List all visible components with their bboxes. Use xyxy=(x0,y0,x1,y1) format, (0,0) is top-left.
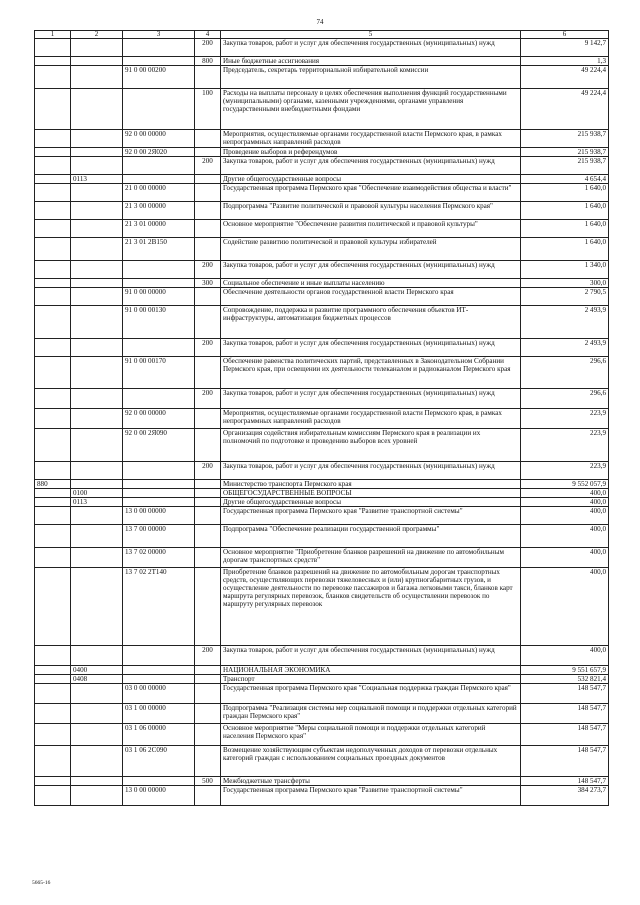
target-article-cell: 13 7 02 00000 xyxy=(123,548,195,568)
description-cell: Транспорт xyxy=(221,675,521,684)
ministry-code-cell xyxy=(35,409,71,429)
section-code-cell xyxy=(71,339,123,357)
ministry-code-cell xyxy=(35,389,71,409)
amount-cell: 296,6 xyxy=(521,357,609,389)
ministry-code-cell xyxy=(35,39,71,57)
amount-cell: 49 224,4 xyxy=(521,89,609,130)
table-row xyxy=(35,684,609,704)
expense-type-cell xyxy=(195,507,221,525)
amount-cell: 215 938,7 xyxy=(521,130,609,148)
section-code-cell xyxy=(71,409,123,429)
description-cell: Сопровождение, поддержка и развитие программного обеспечения объектов ИТ-инфраструктуры, автоматизация бюджетных процессов xyxy=(221,306,521,339)
amount-cell: 400,0 xyxy=(521,568,609,646)
section-code-cell xyxy=(71,202,123,220)
expense-type-cell xyxy=(195,666,221,675)
amount-cell: 1 640,0 xyxy=(521,220,609,238)
expense-type-cell xyxy=(195,148,221,157)
expense-type-cell xyxy=(195,525,221,548)
target-article-cell: 13 0 00 00000 xyxy=(123,786,195,806)
amount-cell: 215 938,7 xyxy=(521,157,609,175)
expense-type-cell xyxy=(195,238,221,261)
target-article-cell: 03 1 00 00000 xyxy=(123,704,195,724)
table-row xyxy=(35,409,609,429)
section-code-cell: 0408 xyxy=(71,675,123,684)
ministry-code-cell: 880 xyxy=(35,480,71,489)
column-header: 3 xyxy=(123,31,195,39)
section-code-cell xyxy=(71,220,123,238)
description-cell: Проведение выборов и референдумов xyxy=(221,148,521,157)
amount-cell: 148 547,7 xyxy=(521,724,609,746)
column-header: 4 xyxy=(195,31,221,39)
description-cell: Закупка товаров, работ и услуг для обеспечения государственных (муниципальных) нужд xyxy=(221,389,521,409)
target-article-cell: 91 0 00 00170 xyxy=(123,357,195,389)
section-code-cell xyxy=(71,261,123,279)
section-code-cell xyxy=(71,704,123,724)
table-row xyxy=(35,57,609,66)
section-code-cell xyxy=(71,507,123,525)
target-article-cell: 03 1 06 00000 xyxy=(123,724,195,746)
description-cell: Закупка товаров, работ и услуг для обеспечения государственных (муниципальных) нужд xyxy=(221,261,521,279)
amount-cell: 215 938,7 xyxy=(521,148,609,157)
expense-type-cell xyxy=(195,130,221,148)
ministry-code-cell xyxy=(35,202,71,220)
section-code-cell xyxy=(71,462,123,480)
table-row xyxy=(35,666,609,675)
description-cell: Возмещение хозяйствующим субъектам недополученных доходов от перевозки отдельных категорий граждан с использованием социальных проездных документов xyxy=(221,746,521,777)
table-row xyxy=(35,306,609,339)
target-article-cell: 13 0 00 00000 xyxy=(123,507,195,525)
column-header: 6 xyxy=(521,31,609,39)
description-cell: Другие общегосударственные вопросы xyxy=(221,498,521,507)
ministry-code-cell xyxy=(35,57,71,66)
ministry-code-cell xyxy=(35,786,71,806)
amount-cell: 400,0 xyxy=(521,498,609,507)
ministry-code-cell xyxy=(35,238,71,261)
table-row xyxy=(35,148,609,157)
ministry-code-cell xyxy=(35,489,71,498)
section-code-cell xyxy=(71,279,123,288)
description-cell: Иные бюджетные ассигнования xyxy=(221,57,521,66)
table-row xyxy=(35,507,609,525)
description-cell: Обеспечение равенства политических партий, представленных в Законодательном Собрании Пермского края, при освещении их деятельности телеканалом и радиоканалом Пермского края xyxy=(221,357,521,389)
description-cell: Государственная программа Пермского края "Развитие транспортной системы" xyxy=(221,786,521,806)
section-code-cell xyxy=(71,480,123,489)
ministry-code-cell xyxy=(35,548,71,568)
ministry-code-cell xyxy=(35,704,71,724)
expense-type-cell xyxy=(195,409,221,429)
ministry-code-cell xyxy=(35,89,71,130)
amount-cell: 384 273,7 xyxy=(521,786,609,806)
expense-type-cell xyxy=(195,746,221,777)
table-row xyxy=(35,480,609,489)
expense-type-cell: 100 xyxy=(195,89,221,130)
amount-cell: 400,0 xyxy=(521,548,609,568)
description-cell: Подпрограмма "Обеспечение реализации государственной программы" xyxy=(221,525,521,548)
description-cell: Председатель, секретарь территориальной избирательной комиссии xyxy=(221,66,521,89)
amount-cell: 148 547,7 xyxy=(521,704,609,724)
table-row xyxy=(35,646,609,666)
amount-cell: 1 640,0 xyxy=(521,238,609,261)
target-article-cell: 92 0 00 2Я020 xyxy=(123,148,195,157)
amount-cell: 400,0 xyxy=(521,507,609,525)
amount-cell: 532 821,4 xyxy=(521,675,609,684)
ministry-code-cell xyxy=(35,666,71,675)
amount-cell: 300,0 xyxy=(521,279,609,288)
expense-type-cell xyxy=(195,480,221,489)
section-code-cell xyxy=(71,184,123,202)
expense-type-cell: 800 xyxy=(195,57,221,66)
ministry-code-cell xyxy=(35,157,71,175)
ministry-code-cell xyxy=(35,498,71,507)
description-cell: Содействие развитию политической и правовой культуры избирателей xyxy=(221,238,521,261)
description-cell: Государственная программа Пермского края "Социальная поддержка граждан Пермского края" xyxy=(221,684,521,704)
expense-type-cell xyxy=(195,184,221,202)
target-article-cell xyxy=(123,89,195,130)
section-code-cell xyxy=(71,548,123,568)
table-row xyxy=(35,202,609,220)
description-cell: Подпрограмма "Реализация системы мер социальной помощи и поддержки отдельных категорий граждан Пермского края" xyxy=(221,704,521,724)
table-row xyxy=(35,184,609,202)
section-code-cell xyxy=(71,429,123,462)
table-row xyxy=(35,238,609,261)
table-row xyxy=(35,288,609,306)
ministry-code-cell xyxy=(35,568,71,646)
expense-type-cell: 300 xyxy=(195,279,221,288)
amount-cell: 400,0 xyxy=(521,525,609,548)
amount-cell: 223,9 xyxy=(521,429,609,462)
target-article-cell: 13 7 00 00000 xyxy=(123,525,195,548)
ministry-code-cell xyxy=(35,306,71,339)
target-article-cell xyxy=(123,57,195,66)
target-article-cell: 03 0 00 00000 xyxy=(123,684,195,704)
amount-cell: 1 640,0 xyxy=(521,184,609,202)
description-cell: Государственная программа Пермского края "Развитие транспортной системы" xyxy=(221,507,521,525)
description-cell: Основное мероприятие "Обеспечение развития политической и правовой культуры" xyxy=(221,220,521,238)
footer-code: 5665-16 xyxy=(32,880,51,886)
description-cell: Организация содействия избирательным комиссиям Пермского края в реализации их полномочий по подготовке и проведению выборов всех уровней xyxy=(221,429,521,462)
description-cell: Мероприятия, осуществляемые органами государственной власти Пермского края, в рамках непрограммных направлений расходов xyxy=(221,409,521,429)
table-row xyxy=(35,389,609,409)
expense-type-cell: 200 xyxy=(195,389,221,409)
table-row xyxy=(35,548,609,568)
ministry-code-cell xyxy=(35,684,71,704)
expense-type-cell xyxy=(195,220,221,238)
expense-type-cell xyxy=(195,288,221,306)
target-article-cell xyxy=(123,675,195,684)
description-cell: Мероприятия, осуществляемые органами государственной власти Пермского края, в рамках непрограммных направлений расходов xyxy=(221,130,521,148)
amount-cell: 148 547,7 xyxy=(521,684,609,704)
table-row xyxy=(35,704,609,724)
table-row xyxy=(35,279,609,288)
ministry-code-cell xyxy=(35,507,71,525)
table-row xyxy=(35,568,609,646)
section-code-cell xyxy=(71,130,123,148)
table-row xyxy=(35,339,609,357)
expense-type-cell xyxy=(195,66,221,89)
section-code-cell xyxy=(71,357,123,389)
ministry-code-cell xyxy=(35,357,71,389)
target-article-cell xyxy=(123,279,195,288)
ministry-code-cell xyxy=(35,175,71,184)
description-cell: Закупка товаров, работ и услуг для обеспечения государственных (муниципальных) нужд xyxy=(221,646,521,666)
table-row xyxy=(35,746,609,777)
description-cell: Другие общегосударственные вопросы xyxy=(221,175,521,184)
target-article-cell: 21 3 01 2В150 xyxy=(123,238,195,261)
target-article-cell: 21 3 00 00000 xyxy=(123,202,195,220)
expense-type-cell: 200 xyxy=(195,261,221,279)
target-article-cell xyxy=(123,646,195,666)
expense-type-cell xyxy=(195,357,221,389)
description-cell: Закупка товаров, работ и услуг для обеспечения государственных (муниципальных) нужд xyxy=(221,339,521,357)
amount-cell: 148 547,7 xyxy=(521,746,609,777)
table-row xyxy=(35,498,609,507)
table-row xyxy=(35,357,609,389)
amount-cell: 148 547,7 xyxy=(521,777,609,786)
target-article-cell xyxy=(123,339,195,357)
amount-cell: 2 493,9 xyxy=(521,339,609,357)
table-row xyxy=(35,130,609,148)
amount-cell: 400,0 xyxy=(521,646,609,666)
target-article-cell: 92 0 00 00000 xyxy=(123,130,195,148)
table-row xyxy=(35,261,609,279)
expense-type-cell xyxy=(195,684,221,704)
amount-cell: 9 551 657,9 xyxy=(521,666,609,675)
description-cell: ОБЩЕГОСУДАРСТВЕННЫЕ ВОПРОСЫ xyxy=(221,489,521,498)
amount-cell: 9 552 057,9 xyxy=(521,480,609,489)
section-code-cell xyxy=(71,746,123,777)
expense-type-cell xyxy=(195,306,221,339)
ministry-code-cell xyxy=(35,184,71,202)
table-row xyxy=(35,175,609,184)
header-row xyxy=(35,31,609,39)
description-cell: Закупка товаров, работ и услуг для обеспечения государственных (муниципальных) нужд xyxy=(221,157,521,175)
expense-type-cell xyxy=(195,568,221,646)
amount-cell: 49 224,4 xyxy=(521,66,609,89)
amount-cell: 1 340,0 xyxy=(521,261,609,279)
description-cell: НАЦИОНАЛЬНАЯ ЭКОНОМИКА xyxy=(221,666,521,675)
ministry-code-cell xyxy=(35,646,71,666)
expense-type-cell xyxy=(195,675,221,684)
expense-type-cell xyxy=(195,548,221,568)
section-code-cell xyxy=(71,157,123,175)
target-article-cell: 91 0 00 00000 xyxy=(123,288,195,306)
amount-cell: 296,6 xyxy=(521,389,609,409)
table-row xyxy=(35,39,609,57)
section-code-cell: 0400 xyxy=(71,666,123,675)
expense-type-cell: 200 xyxy=(195,646,221,666)
expense-type-cell xyxy=(195,202,221,220)
expense-type-cell xyxy=(195,175,221,184)
column-header: 5 xyxy=(221,31,521,39)
ministry-code-cell xyxy=(35,261,71,279)
ministry-code-cell xyxy=(35,777,71,786)
ministry-code-cell xyxy=(35,462,71,480)
ministry-code-cell xyxy=(35,339,71,357)
section-code-cell xyxy=(71,148,123,157)
budget-table xyxy=(34,30,609,806)
description-cell: Приобретение бланков разрешений на движение по автомобильным дорогам транспортных средств, осуществляющих перевозки тяжеловесных и (или) крупногабаритных грузов, и осуществление деятельности по перевозке пассажиров и багажа легковыми такси, бланков карт маршрута регулярных перевозок, бланков свидетельств об осуществлении перевозок по маршруту регулярных перевозок xyxy=(221,568,521,646)
amount-cell: 223,9 xyxy=(521,462,609,480)
amount-cell: 1 640,0 xyxy=(521,202,609,220)
section-code-cell xyxy=(71,57,123,66)
table-row xyxy=(35,724,609,746)
target-article-cell xyxy=(123,157,195,175)
table-row xyxy=(35,220,609,238)
section-code-cell xyxy=(71,684,123,704)
section-code-cell xyxy=(71,238,123,261)
description-cell: Обеспечение деятельности органов государственной власти Пермского края xyxy=(221,288,521,306)
ministry-code-cell xyxy=(35,525,71,548)
section-code-cell: 0113 xyxy=(71,175,123,184)
table-row xyxy=(35,777,609,786)
expense-type-cell xyxy=(195,786,221,806)
section-code-cell xyxy=(71,306,123,339)
target-article-cell xyxy=(123,39,195,57)
expense-type-cell xyxy=(195,429,221,462)
section-code-cell xyxy=(71,39,123,57)
section-code-cell xyxy=(71,389,123,409)
amount-cell: 223,9 xyxy=(521,409,609,429)
table-row xyxy=(35,462,609,480)
description-cell: Социальное обеспечение и иные выплаты населению xyxy=(221,279,521,288)
target-article-cell: 03 1 06 2С090 xyxy=(123,746,195,777)
amount-cell: 400,0 xyxy=(521,489,609,498)
description-cell: Основное мероприятие "Меры социальной помощи и поддержки отдельных категорий населения Пермского края" xyxy=(221,724,521,746)
table-row xyxy=(35,157,609,175)
section-code-cell xyxy=(71,66,123,89)
expense-type-cell: 200 xyxy=(195,39,221,57)
description-cell: Государственная программа Пермского края "Обеспечение взаимодействия общества и власти" xyxy=(221,184,521,202)
target-article-cell xyxy=(123,175,195,184)
target-article-cell xyxy=(123,389,195,409)
description-cell: Основное мероприятие "Приобретение бланков разрешений на движение по автомобильным дорогам транспортных средств" xyxy=(221,548,521,568)
table-row xyxy=(35,675,609,684)
amount-cell: 9 142,7 xyxy=(521,39,609,57)
target-article-cell xyxy=(123,666,195,675)
target-article-cell xyxy=(123,480,195,489)
description-cell: Межбюджетные трансферты xyxy=(221,777,521,786)
target-article-cell: 91 0 00 00130 xyxy=(123,306,195,339)
ministry-code-cell xyxy=(35,429,71,462)
target-article-cell: 13 7 02 2Т140 xyxy=(123,568,195,646)
section-code-cell: 0100 xyxy=(71,489,123,498)
ministry-code-cell xyxy=(35,148,71,157)
ministry-code-cell xyxy=(35,220,71,238)
ministry-code-cell xyxy=(35,746,71,777)
description-cell: Закупка товаров, работ и услуг для обеспечения государственных (муниципальных) нужд xyxy=(221,39,521,57)
expense-type-cell: 200 xyxy=(195,157,221,175)
target-article-cell: 21 0 00 00000 xyxy=(123,184,195,202)
description-cell: Подпрограмма "Развитие политической и правовой культуры населения Пермского края" xyxy=(221,202,521,220)
section-code-cell xyxy=(71,525,123,548)
expense-type-cell xyxy=(195,704,221,724)
table-row xyxy=(35,786,609,806)
expense-type-cell xyxy=(195,489,221,498)
amount-cell: 4 654,4 xyxy=(521,175,609,184)
expense-type-cell: 200 xyxy=(195,462,221,480)
ministry-code-cell xyxy=(35,66,71,89)
target-article-cell xyxy=(123,777,195,786)
expense-type-cell: 500 xyxy=(195,777,221,786)
amount-cell: 2 493,9 xyxy=(521,306,609,339)
description-cell: Министерство транспорта Пермского края xyxy=(221,480,521,489)
amount-cell: 1,3 xyxy=(521,57,609,66)
section-code-cell: 0113 xyxy=(71,498,123,507)
table-row xyxy=(35,429,609,462)
section-code-cell xyxy=(71,777,123,786)
column-header: 1 xyxy=(35,31,71,39)
ministry-code-cell xyxy=(35,279,71,288)
ministry-code-cell xyxy=(35,130,71,148)
section-code-cell xyxy=(71,786,123,806)
ministry-code-cell xyxy=(35,675,71,684)
description-cell: Расходы на выплаты персоналу в целях обеспечения выполнения функций государственными (муниципальными) органами, казенными учреждениями, органами управления государственными внебюджетными фондами xyxy=(221,89,521,130)
expense-type-cell xyxy=(195,498,221,507)
ministry-code-cell xyxy=(35,288,71,306)
target-article-cell: 92 0 00 2Я090 xyxy=(123,429,195,462)
target-article-cell xyxy=(123,489,195,498)
section-code-cell xyxy=(71,288,123,306)
target-article-cell xyxy=(123,462,195,480)
section-code-cell xyxy=(71,724,123,746)
table-row xyxy=(35,89,609,130)
section-code-cell xyxy=(71,89,123,130)
ministry-code-cell xyxy=(35,724,71,746)
expense-type-cell: 200 xyxy=(195,339,221,357)
target-article-cell: 91 0 00 00200 xyxy=(123,66,195,89)
table-row xyxy=(35,66,609,89)
table-row xyxy=(35,525,609,548)
section-code-cell xyxy=(71,568,123,646)
expense-type-cell xyxy=(195,724,221,746)
section-code-cell xyxy=(71,646,123,666)
page-number: 74 xyxy=(316,18,324,26)
target-article-cell: 21 3 01 00000 xyxy=(123,220,195,238)
target-article-cell xyxy=(123,261,195,279)
table-row xyxy=(35,489,609,498)
target-article-cell xyxy=(123,498,195,507)
amount-cell: 2 790,5 xyxy=(521,288,609,306)
description-cell: Закупка товаров, работ и услуг для обеспечения государственных (муниципальных) нужд xyxy=(221,462,521,480)
target-article-cell: 92 0 00 00000 xyxy=(123,409,195,429)
column-header: 2 xyxy=(71,31,123,39)
